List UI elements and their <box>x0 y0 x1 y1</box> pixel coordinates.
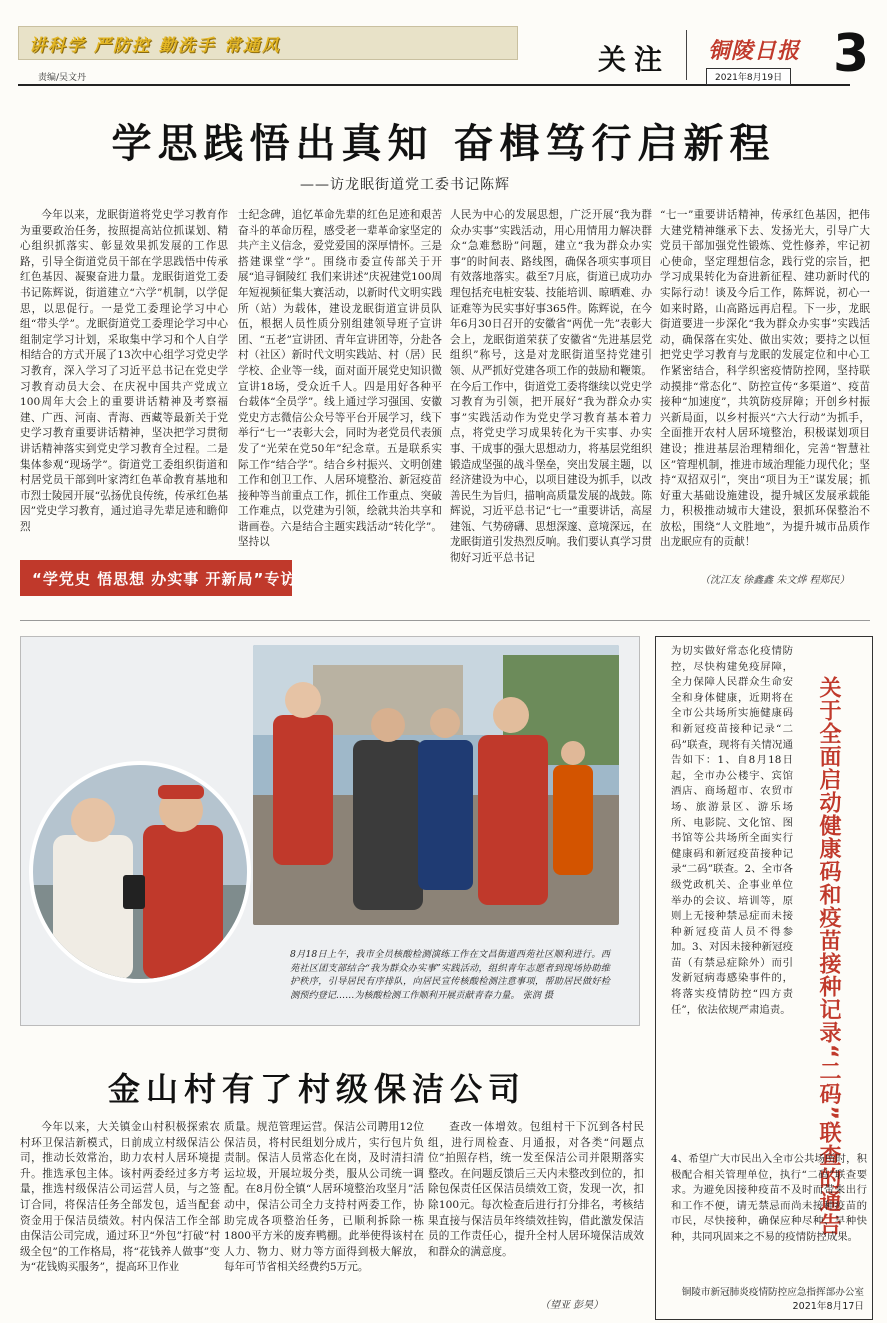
editor-credit: 责编/吴文丹 <box>38 73 87 83</box>
phone-checkin-illustration <box>33 765 247 979</box>
article1-text-1: 今年以来，龙眠街道将党史学习教育作为重要政治任务，按照提高站位抓谋划、精心组织抓落实、彰显效果抓发展的工作思路，引导全街道党员干部在学思践悟中传承红色基因、凝聚奋进力量。龙眠街道党工委书记陈辉说，街道建立“六学”机制，以学促思，以思促行。一是党工委理论学习中心组“带头学”。龙眠街道党工委理论学习中心组制定学习计划，采取集中学习和个人自学相结合的方式开展了13次中心组学习党史学习教育，深入学习了习近平总书记在党史学习教育动员大会、在庆祝中国共产党成立100周年大会上的重要讲话精神及考察福建、广西、河南、青海、西藏等最新关于党史学习教育重要讲话精神，坚决把学习贯彻讲话精神落实到党史学习教育全过程。二是集体参观“现场学”。街道党工委组织街道和村居党员干部到叶家湾红色革命教育基地和市烈士陵园开展“弘扬优良传统，传承红色基因”党史学习教育，通过追寻先辈足迹和瞻仰烈 <box>20 209 228 533</box>
article1-column-3 <box>450 208 652 604</box>
volunteers-photo-illustration <box>253 645 619 925</box>
phone-checkin-photo <box>29 761 251 983</box>
volunteers-photo <box>253 645 619 925</box>
article1-text-2: 士纪念碑，追忆革命先辈的红色足迹和艰苦奋斗的革命历程，感受老一辈革命家坚定的共产主义信念，爱党爱国的深厚情怀。三是搭建课堂“学”。围绕市委宣传部关于开展“追寻铜陵红 我们来讲述”庆祝建党100周年短视频征集大赛活动，以新时代文明实践所（站）为载体，建设龙眠街道宣讲员队伍，根据人员性质分别组建领导班子宣讲团、“五老”宣讲团、青年宣讲团等，分赴各村（社区）新时代文明实践站、村（居）民学校、企业等一线，面对面开展党史知识微宣讲18场，受众近千人。四是用好各种平台载体“全员学”。线上通过学习强国、安徽党史方志微信公众号等平台开展学习，线下举行“七一”表彰大会，同时为老党员代表颁发了“光荣在党50年”纪念章。五是联系实际工作“结合学”。结合乡村振兴、文明创建工作和创卫工作、人居环境整治、新冠疫苗接种等当前重点工作，抓住工作重点、突破工作难点，以党建为引领，绘就共治共享和谐画卷。六是结合主题实践活动“转化学”。坚持以 <box>238 209 442 549</box>
section-divider <box>20 620 870 621</box>
photo-caption: 8月18日上午，我市全员核酸检测演练工作在文昌街道西苑社区顺利进行。西苑社区团支部结合“我为群众办实事”实践活动，组织青年志愿者到现场协助维护秩序，引导居民有序排队，向居民宣传核酸检测注意事项，帮助居民做好检测预约登记……为核酸检测工作顺利开展贡献青春力量。 张润 摄 <box>290 949 610 1001</box>
notice-signature <box>664 1286 864 1314</box>
notice-date: 2021年8月17日 <box>792 1301 864 1312</box>
issue-date: 2021年8月19日 <box>706 68 791 85</box>
page-number: 3 <box>833 24 870 84</box>
article2-byline: （望亚 彭昊） <box>540 1300 604 1311</box>
slogan-text: 讲科学 严防控 勤洗手 常通风 <box>29 36 281 56</box>
article1-column-4 <box>660 208 870 568</box>
section-title: 关注 <box>598 43 671 76</box>
notice-title: 关于全面启动健康码和疫苗接种记录“二码”联查的通告 <box>816 676 841 1236</box>
article2-text-1: 今年以来，大关镇金山村积极探索农村环卫保洁新模式，日前成立村级保洁公司，推动长效常治，助力农村人居环境提升。推选承包主体。该村两委经过多方考量，推选村级保洁公司运营人员，与之签订合同，将保洁任务全部发包，适当配套资金用于保洁员绩效。村内保洁工作全部由保洁公司完成，通过环卫“外包”打破“村级全包”的工作格局，将“花钱养人做事”变为“花钱购买服务”，提高环卫作业 <box>20 1121 220 1274</box>
article2-headline: 金山村有了村级保洁公司 <box>108 1070 527 1108</box>
masthead <box>18 10 873 88</box>
masthead-divider <box>686 30 687 80</box>
article2-text-3: 查改一体增效。包组村干下沉到各村民组，进行周检查、月通报，对各类“问题点位”拍照存档，统一发至保洁公司并限期落实整改。在问题反馈后三天内未整改到位的，扣除包保责任区保洁员绩效工资，发现一次，扣除100元。每次检查后进行打分排名，考核结果直接与保洁员年终绩效挂钩，借此激发保洁员的工作责任心，提升全村人居环境保洁成效和群众的满意度。 <box>428 1121 644 1258</box>
article1-byline: （沈江友 徐鑫鑫 朱文烨 程郑民） <box>700 575 850 586</box>
article2-column-1 <box>20 1120 220 1310</box>
article1-column-1 <box>20 208 228 554</box>
article1-text-3: 人民为中心的发展思想，广泛开展“我为群众办实事”实践活动，用心用情用力解决群众“急难愁盼”问题，建立“我为群众办实事”的时间表、路线图，确保各项实事项目有效落地落实。截至7月底，街道已成功办理包括充电桩安装、技能培训、晾晒难、办证难等为民实事好事365件。陈辉说，在今年6月30日召开的安徽省“两优一先”表彰大会上，龙眠街道荣获了安徽省“先进基层党组织”称号，这是对龙眠街道坚持党建引领、从严抓好党建各项工作的鼓励和鞭策。在今后工作中，街道党工委将继续以党史学习教育为引领，把开展好“我为群众办实事”实践活动作为党史学习教育基本着力点，将党史学习成果转化为干实事、办实事、干成事的强大思想动力，将基层党组织锻造成坚强的战斗堡垒，突出发展主题，以经济建设为中心，以项目建设为抓手，以改善民生为旨归，描响高质量发展的战鼓。陈辉说，习近平总书记“七一”重要讲话，高屋建瓴、气势磅礴、思想深邃、意境深远，在龙眠街道引发热烈反响。我们要认真学习贯彻好习近平总书记 <box>450 209 652 565</box>
notice-body: 为切实做好常态化疫情防控，尽快构建免疫屏障，全力保障人民群众生命安全和身体健康，近期将在全市公共场所实施健康码和新冠疫苗接种记录“二码”联查，现将有关情况通告如下：1、自8月18日起，全市办公楼宇、宾馆酒店、商场超市、农贸市场、旅游景区、游乐场所、电影院、文化馆、图书馆等公共场所全面实行健康码和新冠疫苗接种记录“二码”联查。2、全市各级党政机关、企事业单位举办的会议、培训等，原则上无接种禁忌症而未接种新冠疫苗人员不得参加。3、对因未接种新冠疫苗（有禁忌症除外）而引发新冠病毒感染事件的，将落实疫情防控“四方责任”，依法依规严肃追责。 <box>671 645 793 1016</box>
notice-item-4: 4、希望广大市民出入全市公共场所时，积极配合相关管理单位，执行“二码”联查要求。为避免因接种疫苗不及时而带来出行和工作不便，请无禁忌而尚未接种疫苗的市民，尽快接种，确保应种尽种、早种快种，共同巩固来之不易的疫情防控成果。 <box>671 1153 867 1243</box>
article2-text-2: 质量。规范管理运营。保洁公司聘用12位保洁员，将村民组划分成片，实行包片负责制。保洁人员常态化在岗，及时清扫清运垃圾，开展垃圾分类，服从公司统一调配。在8月份全镇“人居环境整治攻坚月”活动中，保洁公司全力支持村两委工作，协助完成各项整治任务，已顺利拆除一栋1800平方米的废弃鸭棚。此举使得该村在人力、物力、财力等方面得到极大解放，每年可节省相关经费约5万元。 <box>224 1121 424 1274</box>
article1-column-2 <box>238 208 442 606</box>
article2-column-2 <box>224 1120 424 1310</box>
article1-text-4: “七一”重要讲话精神，传承红色基因，把伟大建党精神继承下去、发扬光大，引导广大党员干部加强党性锻炼、党性修养，牢记初心使命，坚定理想信念，践行党的宗旨，把学习成果转化为奋进新征程、建功新时代的实际行动！谈及今后工作，陈辉说，初心一如来时路，山高路远再启程。下一步，龙眠街道要进一步深化“我为群众办实事”实践活动，确保落在实处、做出实效；要持之以恒把党史学习教育与龙眠的发展定位和中心工作紧密结合，科学织密疫情防控网，坚持联动摸排“常态化”、防控宣传“多渠道”、疫苗接种“加速度”，共筑防疫屏障；开创乡村振兴新局面，以乡村振兴“六大行动”为抓手，全面推开农村人居环境整治，积极谋划项目建设；推进基层治理精细化，完善“智慧社区”管理机制，推进市域治理能力现代化；坚持“双招双引”，突出“项目为王”谋发展；抓好重大基础设施建设，提升城区发展承载能力，积极推动城市大建设，狠抓环保整治不放松，围绕“人文胜地”，为提升城市品质作出龙眠应有的贡献！ <box>660 209 870 549</box>
article1-headline: 学思践悟出真知 奋楫笃行启新程 <box>111 120 776 167</box>
notice-issuer: 铜陵市新冠肺炎疫情防控应急指挥部办公室 <box>681 1287 864 1298</box>
article2-column-3 <box>428 1120 644 1295</box>
newspaper-logo: 铜陵日报 <box>708 38 801 64</box>
special-interview-banner: “学党史 悟思想 办实事 开新局”专访 <box>20 560 292 596</box>
slogan-banner <box>18 26 518 60</box>
article1-subtitle: ——访龙眠街道党工委书记陈辉 <box>300 177 510 193</box>
